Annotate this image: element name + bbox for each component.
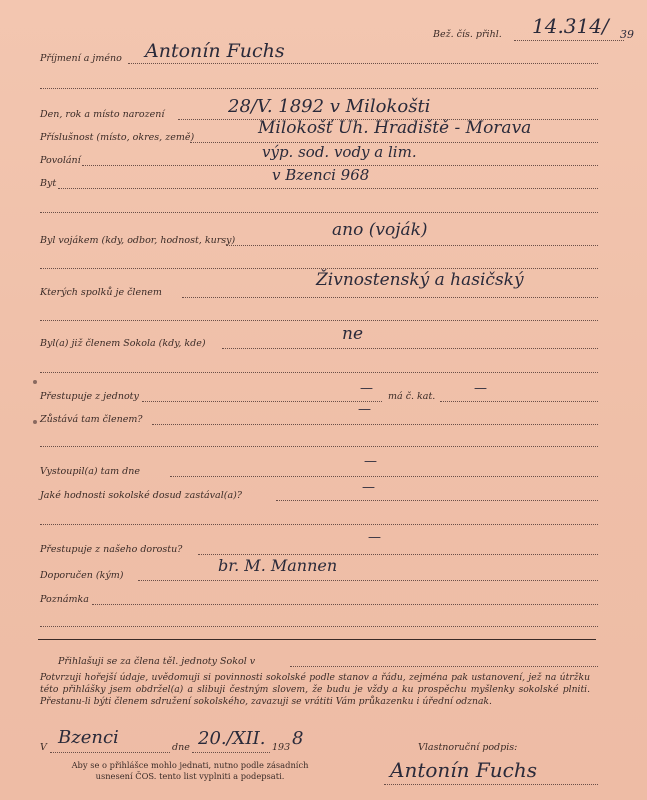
separator-rule bbox=[38, 639, 596, 640]
field-line-resigned bbox=[170, 476, 598, 477]
field-line-remains-2 bbox=[40, 446, 598, 447]
footer-note-line-1: Aby se o přihlášce mohlo jednati, nutno podle zásadních bbox=[71, 760, 309, 770]
field-value-prev-sokol: ne bbox=[342, 324, 364, 344]
signature-label: Vlastnoruční podpis: bbox=[418, 742, 518, 753]
field-value-transfer: — bbox=[360, 381, 373, 396]
reg-number-label: Bež. čís. přihl. bbox=[433, 29, 502, 40]
footer-note-line-2: usnesení ČOS. tento list vyplniti a podepsati. bbox=[95, 771, 285, 781]
field-label-youth: Přestupuje z našeho dorostu? bbox=[40, 544, 183, 555]
field-label-citizenship: Příslušnost (místo, okres, země) bbox=[40, 132, 195, 143]
signature-value: Antonín Fuchs bbox=[390, 758, 538, 782]
apply-text: Přihlašuji se za člena těl. jednoty Sokol v bbox=[58, 656, 256, 667]
field-label-recommended: Doporučen (kým) bbox=[40, 570, 124, 581]
punch-hole-mark bbox=[33, 420, 37, 424]
field-label-ranks: Jaké hodnosti sokolské dosud zastával(a)? bbox=[40, 490, 242, 501]
field-label-birth: Den, rok a místo narození bbox=[40, 109, 165, 120]
field-value-resigned: — bbox=[364, 454, 377, 469]
field-label-name: Příjmení a jméno bbox=[40, 53, 122, 64]
field-value-catalog-no: — bbox=[474, 381, 487, 396]
field-line-recommended bbox=[138, 580, 598, 581]
date-line bbox=[192, 752, 270, 753]
place-value: Bzenci bbox=[58, 727, 119, 748]
field-label-catalog-no: má č. kat. bbox=[388, 391, 436, 402]
field-value-recommended: br. M. Mannen bbox=[218, 556, 338, 575]
reg-number-line bbox=[514, 40, 624, 41]
place-line bbox=[50, 752, 170, 753]
field-label-transfer: Přestupuje z jednoty bbox=[40, 391, 139, 402]
place-prefix: V bbox=[40, 742, 47, 753]
field-value-residence: v Bzenci 968 bbox=[272, 166, 370, 184]
field-line-youth bbox=[198, 554, 598, 555]
field-line-catalog-no bbox=[440, 401, 598, 402]
field-line-military-2 bbox=[40, 268, 598, 269]
field-line-note bbox=[92, 604, 598, 605]
field-label-occupation: Povolání bbox=[40, 155, 81, 166]
apply-line bbox=[290, 666, 598, 667]
year-prefix: 193 bbox=[272, 742, 291, 753]
field-line-prev-sokol-2 bbox=[40, 372, 598, 373]
field-line-transfer bbox=[142, 401, 382, 402]
declaration-paragraph: Potvrzuji hořejší údaje, uvědomuji si povinnosti sokolské podle stanov a řádu, zejména pak ustanovení, jež na útržku této přihlášky jsem obdržel(a) a slibuji čestným slovem, že budu je vždy a ku prospěchu myšlenky sokolské plniti. Přestanu-li býti členem sdružení sokolského, zavazuji se vrátiti Vám průkazenku i úřední odznak. bbox=[40, 672, 590, 707]
field-value-youth: — bbox=[368, 530, 381, 545]
date-label: dne bbox=[172, 742, 190, 753]
field-line-ranks bbox=[276, 500, 598, 501]
date-value: 20./XII. bbox=[198, 728, 266, 749]
field-label-note: Poznámka bbox=[40, 594, 89, 605]
field-value-name: Antonín Fuchs bbox=[145, 40, 285, 62]
field-line-clubs-2 bbox=[40, 320, 598, 321]
signature-line bbox=[384, 784, 598, 785]
field-line-military bbox=[226, 245, 598, 246]
field-line-residence bbox=[58, 188, 598, 189]
field-line-remains bbox=[152, 424, 598, 425]
field-line-prev-sokol bbox=[222, 348, 598, 349]
field-value-citizenship: Milokošť Uh. Hradiště - Morava bbox=[258, 118, 532, 138]
field-label-resigned: Vystoupil(a) tam dne bbox=[40, 466, 140, 477]
field-label-remains: Zůstává tam členem? bbox=[40, 414, 143, 425]
field-line-residence-2 bbox=[40, 212, 598, 213]
field-value-ranks: — bbox=[362, 480, 375, 495]
footer-note bbox=[40, 760, 340, 782]
field-label-clubs: Kterých spolků je členem bbox=[40, 287, 162, 298]
field-value-birth: 28/V. 1892 v Milokošti bbox=[228, 96, 431, 117]
field-line-ranks-2 bbox=[40, 524, 598, 525]
field-line-name-2 bbox=[40, 88, 598, 89]
field-value-military: ano (voják) bbox=[332, 220, 428, 240]
reg-year-value: 39 bbox=[620, 28, 634, 41]
field-value-clubs: Živnostenský a hasičský bbox=[316, 270, 524, 290]
reg-number-value: 14.314/ bbox=[532, 14, 609, 38]
field-value-remains: — bbox=[358, 402, 371, 417]
field-line-note-2 bbox=[40, 626, 598, 627]
field-value-occupation: výp. sod. vody a lim. bbox=[262, 143, 417, 161]
field-label-military: Byl vojákem (kdy, odbor, hodnost, kursy) bbox=[40, 235, 236, 246]
field-line-name bbox=[128, 63, 598, 64]
punch-hole-mark bbox=[33, 380, 37, 384]
field-label-prev-sokol: Byl(a) již členem Sokola (kdy, kde) bbox=[40, 338, 206, 349]
field-line-clubs bbox=[182, 297, 598, 298]
field-label-residence: Byt bbox=[40, 178, 57, 189]
year-digit: 8 bbox=[292, 728, 304, 749]
